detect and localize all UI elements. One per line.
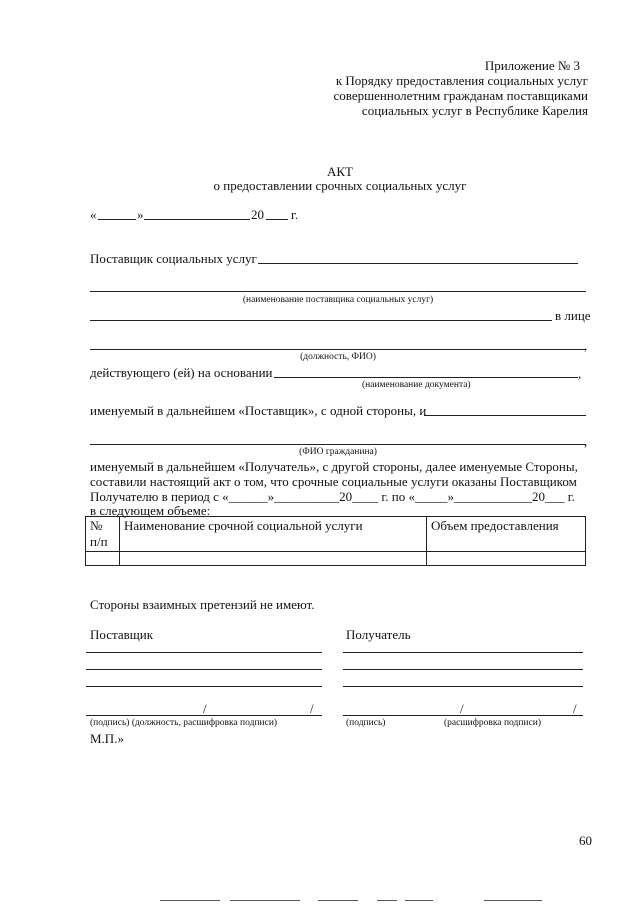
document-caption: (наименование документа): [362, 380, 471, 390]
recipient-text-line-4: в следующем объеме:: [90, 503, 211, 518]
provider-sign-line-3[interactable]: [86, 686, 322, 687]
no-claims-text: Стороны взаимных претензий не имеют.: [90, 597, 315, 612]
recipient-signature-label: Получатель: [346, 627, 411, 642]
recipient-sign-line-2[interactable]: [343, 669, 583, 670]
seal-label: М.П.»: [90, 731, 124, 746]
table-cell-volume[interactable]: [427, 552, 586, 566]
date-day-blank[interactable]: [98, 219, 136, 220]
table-row: [86, 552, 586, 566]
provider-sign-line-1[interactable]: [86, 652, 322, 653]
table-cell-service[interactable]: [120, 552, 427, 566]
header-service-name: Наименование срочной социальной услуги: [120, 517, 427, 552]
date-year-blank[interactable]: [266, 219, 288, 220]
provider-slash-1: /: [203, 701, 207, 716]
page-number: 60: [579, 833, 592, 848]
recipient-name-field[interactable]: [424, 415, 586, 416]
document-subtitle: о предоставлении срочных социальных услуг: [213, 178, 467, 193]
provider-sign-line-2[interactable]: [86, 669, 322, 670]
footer-mark-3: [318, 900, 358, 901]
provider-name-field-2[interactable]: [90, 291, 586, 292]
footer-mark-1: [160, 900, 220, 901]
header-line-1: к Порядку предоставления социальных услуг: [335, 73, 588, 88]
date-month-blank[interactable]: [144, 219, 250, 220]
provider-name-caption: (наименование поставщика социальных услуг): [242, 295, 434, 305]
recipient-sign-line-3[interactable]: [343, 686, 583, 687]
header-number: № п/п: [86, 517, 120, 552]
header-line-2: совершеннолетним гражданам поставщиками: [333, 88, 588, 103]
recipient-slash-1: /: [460, 701, 464, 716]
comma-2: ,: [578, 366, 582, 381]
appendix-number: Приложение № 3: [484, 58, 580, 73]
recipient-text-line-1: именуемый в дальнейшем «Получатель», с другой стороны, далее именуемые Стороны,: [90, 459, 578, 474]
provider-sign-caption: (подпись) (должность, расшифровка подписи): [90, 718, 278, 728]
provider-label: Поставщик социальных услуг: [90, 251, 257, 266]
provider-representative-field[interactable]: [90, 320, 552, 321]
recipient-slash-2: /: [573, 701, 577, 716]
representative-position-field[interactable]: [90, 349, 586, 350]
provider-signature-label: Поставщик: [90, 627, 154, 642]
recipient-decode-caption: (расшифровка подписи): [444, 718, 541, 728]
named-provider-text: именуемый в дальнейшем «Поставщик», с одной стороны, и: [90, 403, 427, 418]
document-title: АКТ: [327, 164, 353, 179]
recipient-sign-caption: (подпись): [346, 718, 386, 728]
service-period-line: Получателю в период с «______»__________20____ г. по «_____»____________20___ г.: [90, 489, 575, 504]
recipient-fio-caption: (ФИО гражданина): [299, 447, 377, 457]
footer-mark-2: [230, 900, 300, 901]
date-close-quote: »: [137, 207, 144, 222]
header-line-3: социальных услуг в Республике Карелия: [361, 103, 588, 118]
table-header-row: [86, 517, 586, 552]
footer-mark-6: [484, 900, 542, 901]
services-table: [85, 516, 586, 566]
basis-document-field[interactable]: [274, 377, 578, 378]
date-open-quote: «: [90, 207, 97, 222]
provider-slash-2: /: [310, 701, 314, 716]
footer-mark-5: [405, 900, 433, 901]
provider-name-field[interactable]: [258, 263, 578, 264]
recipient-sign-line-1[interactable]: [343, 652, 583, 653]
date-year-prefix: 20: [251, 207, 264, 222]
footer-mark-4: [377, 900, 397, 901]
acting-on-label: действующего (ей) на основании: [90, 365, 273, 380]
recipient-text-line-2: составили настоящий акт о том, что срочные социальные услуги оказаны Поставщиком: [90, 474, 577, 489]
position-caption: (должность, ФИО): [300, 352, 376, 362]
date-year-suffix: г.: [291, 207, 299, 222]
comma-1: ,: [584, 338, 588, 353]
header-volume: Объем предоставления: [427, 517, 586, 552]
comma-3: ,: [584, 434, 588, 449]
table-cell-number[interactable]: [86, 552, 120, 566]
in-person-label: в лице: [555, 308, 591, 323]
recipient-fio-field[interactable]: [90, 444, 586, 445]
